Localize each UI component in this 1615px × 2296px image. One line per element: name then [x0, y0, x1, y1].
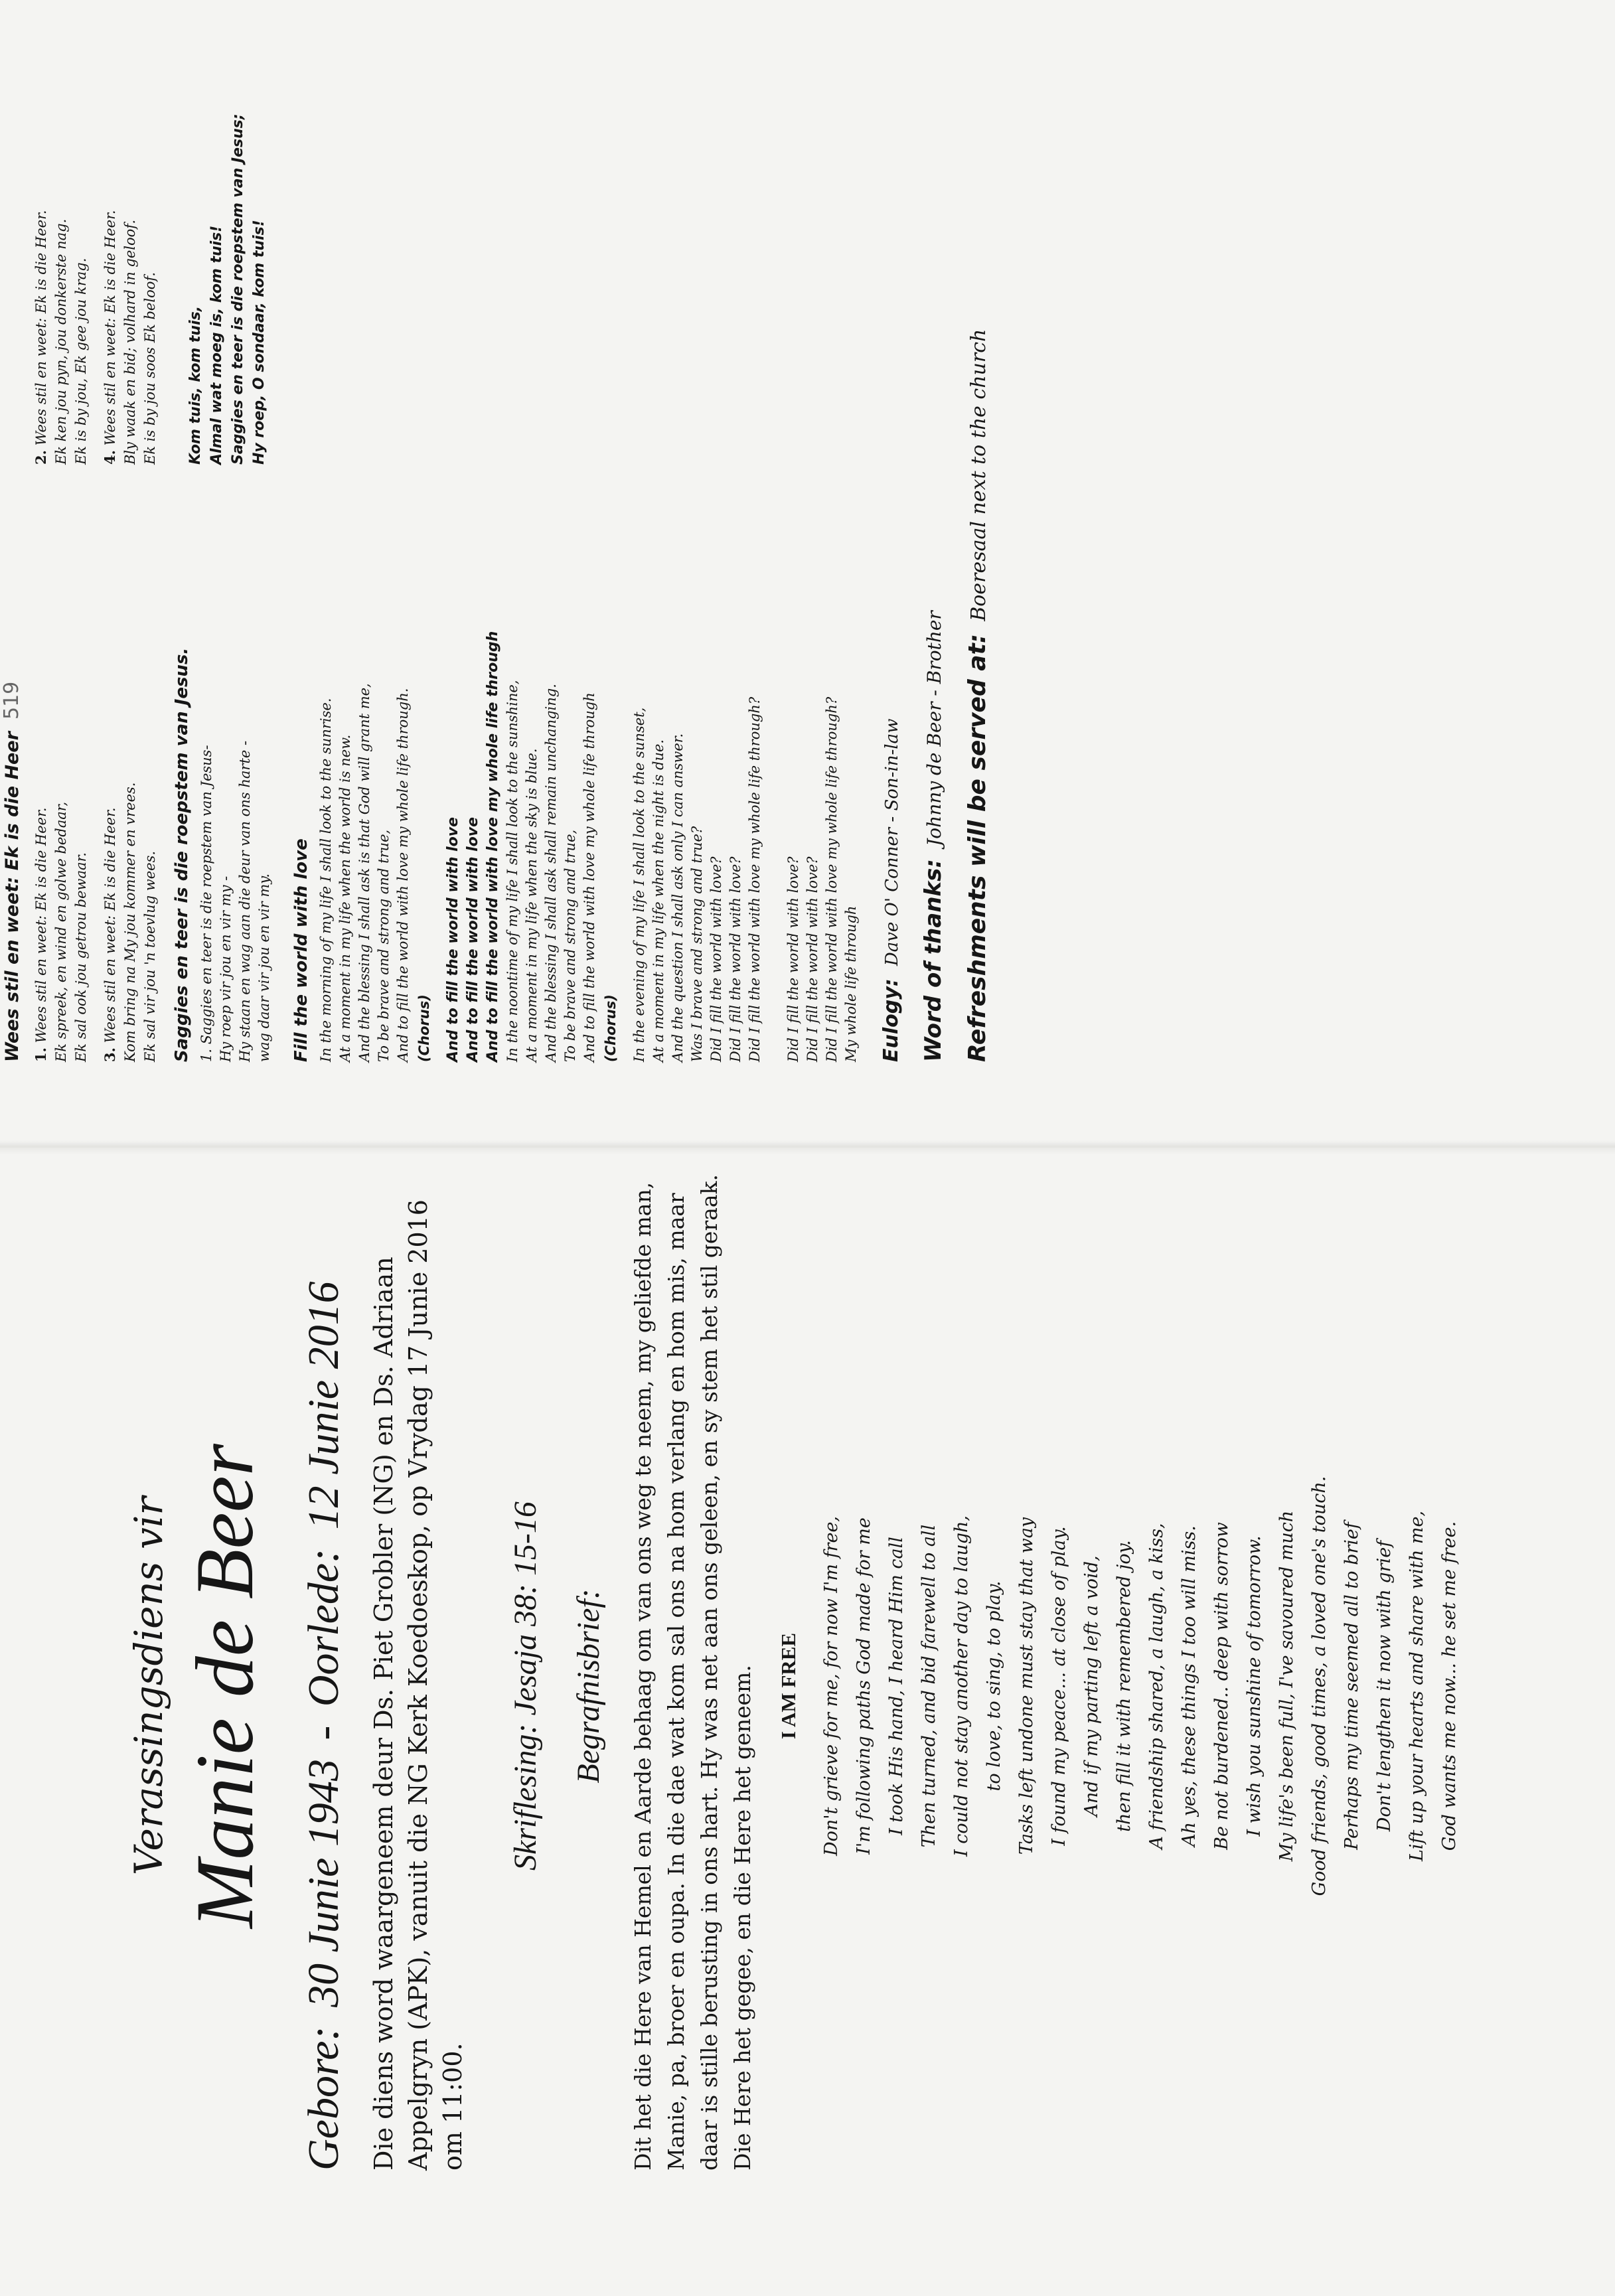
thanks-value: Johnny de Beer - Brother — [923, 611, 945, 846]
died-date: 12 Junie 2016 — [299, 1281, 348, 1530]
song-body — [317, 40, 861, 1062]
hymn1-verse — [31, 0, 91, 465]
eulogy-value: Dave O' Conner - Son-in-law — [882, 718, 902, 966]
poem-line: I found my peace... at close of play. — [1049, 1526, 1069, 1846]
reading-reference: Jesaja 38: 15-16 — [508, 1501, 543, 1716]
poem-line: Perhaps my time seemed all to brief — [1342, 1522, 1362, 1850]
verse-line: Ek sal vir jou 'n toevlug wees. — [142, 850, 158, 1062]
song-line — [765, 40, 784, 1062]
hymn1-title — [0, 40, 23, 1062]
poem-line: then fill it with remembered joy. — [1114, 1540, 1134, 1832]
song-title: Fill the world with love — [291, 838, 311, 1062]
hymn2-line: Hy staan en wag aan die deur van ons harte - — [237, 740, 253, 1062]
program-panel — [0, 0, 1615, 1102]
hymn2-verse — [197, 465, 274, 1062]
handwritten-note: 519 — [0, 681, 23, 720]
song-line: Did I fill the world with love? — [785, 856, 801, 1062]
chorus-line: And to fill the world with love my whole life through — [485, 631, 501, 1062]
poem-line: Ah yes, these things I too will miss. — [1179, 1525, 1199, 1847]
poem-line: Don't lengthen it now with grief — [1374, 1540, 1395, 1832]
hymn2-line: 1. Saggies en teer is die roepstem van Jesus- — [198, 745, 214, 1062]
hymn2-line: wag daar vir jou en vir my. — [256, 873, 272, 1062]
verse-line: Kom bring na My jou kommer en vrees. — [122, 782, 138, 1062]
verse-line: Ek spreek, en wind en golwe bedaar, — [53, 801, 69, 1062]
poem-line: Don't grieve for me, for now I'm free, — [821, 1515, 842, 1857]
poem — [815, 1162, 1466, 2210]
song-line: Was I brave and strong and true? — [689, 826, 705, 1062]
song-line: Did I fill the world with love? — [805, 856, 820, 1062]
verse-number: 2. — [33, 450, 49, 465]
song-line: And the question I shall ask only I can answer. — [670, 733, 686, 1062]
hymn1-verse — [31, 465, 91, 1062]
song-line: In the noontime of my life I shall look to the sunshine, — [504, 680, 520, 1062]
hymn2-title: Saggies en teer is die roepstem van Jesus. — [172, 647, 192, 1062]
funeral-letter-text: Dit het die Here van Hemel en Aarde behaag om van ons weg te neem, my geliefde man, Manie, pa, broer en oupa. In die dae wat kom sal ons na hom verlang en hom mis, maar daar is stille berusting in ons hart. Hy was net aan ons geleen, en sy stem het stil geraak. Die Here het gegee, en die Here het geneem. — [630, 1174, 755, 2171]
verse-line: Ek ken jou pyn, jou donkerste nag. — [53, 218, 69, 465]
verse-number: 3. — [102, 1047, 118, 1062]
dates-separator: - — [299, 1725, 348, 1740]
hymn1-title-text: Wees stil en weet: Ek is die Heer — [2, 731, 23, 1062]
verse-line: Ek is by jou soos Ek beloof. — [142, 271, 158, 465]
life-dates — [299, 1162, 349, 2171]
eulogy-label: Eulogy: — [880, 978, 903, 1062]
chorus-label: (Chorus) — [603, 994, 619, 1062]
thanks-row — [920, 40, 947, 1062]
hymn1-verses — [31, 40, 169, 1062]
hymn2-left — [172, 465, 274, 1062]
poem-line: I wish you sunshine of tomorrow. — [1244, 1535, 1265, 1837]
verse-line: Wees stil en weet: Ek is die Heer. — [102, 807, 118, 1043]
poem-line: Then turned, and bid farewell to all — [919, 1524, 939, 1848]
reading-label: Skriflesing: — [508, 1723, 543, 1871]
song-line: And to fill the world with love my whole life through — [581, 692, 597, 1062]
chorus-line: Kom tuis, kom tuis, — [187, 305, 204, 465]
verse-line: Bly waak en bid; volhard in geloof. — [122, 220, 138, 465]
born-date: 30 Junie 1943 — [299, 1759, 348, 2008]
chorus-line: Almal wat moeg is, kom tuis! — [208, 225, 225, 465]
hymn1-verse — [100, 465, 160, 1062]
poem-line: A friendship shared, a laugh, a kiss, — [1146, 1523, 1167, 1849]
song-line: At a moment in my life when the night is due. — [651, 739, 666, 1062]
poem-line: Lift up your hearts and share with me, — [1407, 1510, 1427, 1862]
poem-line: I'm following paths God made for me — [854, 1517, 874, 1855]
refreshments-row — [964, 40, 991, 1062]
song-line: Did I fill the world with love my whole life through? — [747, 696, 763, 1062]
song-line: At a moment in my life when the sky is blue. — [524, 748, 540, 1062]
verse-number: 4. — [102, 450, 118, 465]
chorus-line: Saggies en teer is die roepstem van Jesus; — [230, 114, 246, 465]
service-description: Die diens word waargeneem deur Ds. Piet Grobler (NG) en Ds. Adriaan Appelgryn (APK), vanuit die NG Kerk Koedoeskop, op Vrydag 17 Junie 2016 om 11:00. — [369, 1199, 467, 2171]
verse-number: 1. — [33, 1047, 49, 1062]
verse-line: Wees stil en weet: Ek is die Heer. — [33, 210, 49, 446]
funeral-letter-title: Begrafnisbrief: — [571, 1588, 606, 1784]
song-line: At a moment in my life when the world is new. — [337, 734, 353, 1062]
poem-line: to love, to sing, to play. — [984, 1580, 1004, 1792]
song-line: My whole life through — [843, 905, 859, 1062]
refreshments-value: Boeresaal next to the church — [967, 329, 990, 621]
poem-line: God wants me now... he set me free. — [1439, 1521, 1460, 1851]
song-line: To be brave and strong and true, — [376, 829, 392, 1062]
hymn2-line: Hy roep vir jou en vir my - — [218, 876, 234, 1062]
closing-section — [880, 40, 991, 1062]
song-line: And the blessing I shall ask shall remain unchanging. — [543, 684, 559, 1062]
refreshments-label: Refreshments will be served at: — [964, 633, 991, 1062]
song-line: Did I fill the world with love? — [708, 856, 724, 1062]
deceased-name: Manie de Beer — [179, 1444, 270, 1928]
poem-line: Tasks left undone must stay that way — [1016, 1517, 1037, 1855]
hymn2-chorus — [172, 0, 274, 465]
song-line: In the evening of my life I shall look to the sunset, — [631, 707, 647, 1062]
died-label: Oorlede: — [299, 1548, 348, 1707]
eulogy-row — [880, 40, 903, 1062]
song-line: Did I fill the world with love? — [728, 856, 743, 1062]
born-label: Gebore: — [299, 2026, 348, 2171]
hymn2-block — [172, 40, 274, 1062]
service-panel — [0, 1135, 1615, 2237]
chorus-label: (Chorus) — [416, 994, 432, 1062]
poem-line: I could not stay another day to laugh, — [951, 1515, 972, 1857]
verse-line: Ek is by jou, Ek gee jou krag. — [73, 258, 89, 465]
poem-line: I took His hand, I heard Him call — [886, 1537, 907, 1835]
poem-line: Good friends, good times, a loved one's touch. — [1309, 1476, 1330, 1896]
scripture-reading — [507, 1162, 544, 2210]
song-line: And the blessing I shall ask is that God will grant me, — [356, 683, 372, 1062]
service-heading: Verassingsdiens vir — [126, 1496, 171, 1876]
poem-line: And if my parting left a void, — [1081, 1555, 1102, 1817]
chorus-line: Hy roep, O sondaar, kom tuis! — [251, 220, 268, 465]
poem-line: My life's been full, I've savoured much — [1276, 1510, 1297, 1862]
chorus-line: And to fill the world with love — [465, 816, 481, 1062]
poem-line: Be not burdened.. deep with sorrow — [1211, 1522, 1232, 1850]
song-line: To be brave and strong and true, — [562, 829, 578, 1062]
verse-line: Wees stil en weet: Ek is die Heer. — [102, 210, 118, 446]
verse-line: Wees stil en weet: Ek is die Heer. — [33, 807, 49, 1043]
verse-line: Ek sal ook jou getrou bewaar. — [73, 852, 89, 1062]
chorus-line: And to fill the world with love — [445, 816, 461, 1062]
thanks-label: Word of thanks: — [920, 859, 947, 1062]
song-line: And to fill the world with love my whole life through. — [395, 688, 411, 1062]
song-line: In the morning of my life I shall look to the sunrise. — [318, 698, 334, 1062]
poem-title: I AM FREE — [777, 1632, 800, 1740]
hymn1-verse — [100, 0, 160, 465]
song-line: Did I fill the world with love my whole life through? — [824, 696, 840, 1062]
